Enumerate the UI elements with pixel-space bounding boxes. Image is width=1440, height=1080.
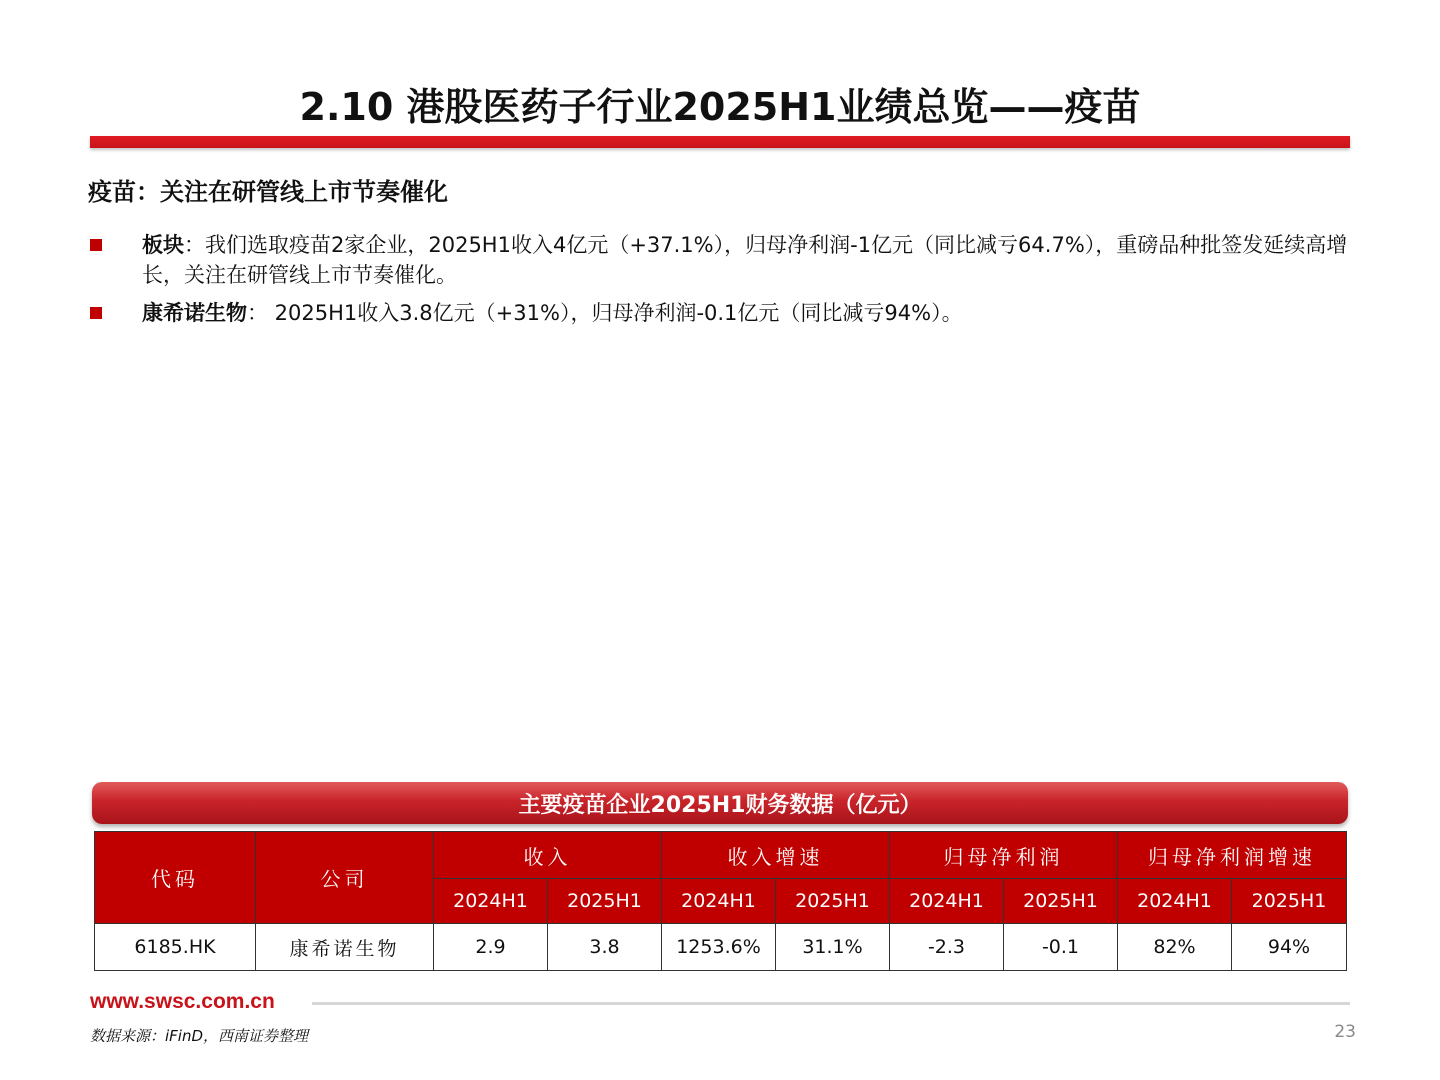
page-number: 23 xyxy=(1334,1022,1356,1042)
bullet-body: ： 2025H1收入3.8亿元（+31%），归母净利润-0.1亿元（同比减亏94%）。 xyxy=(247,301,963,325)
header-revenue-growth: 收入增速 xyxy=(662,832,890,879)
cell-code: 6185.HK xyxy=(95,924,256,971)
cell-net-profit-2024h1: -2.3 xyxy=(890,924,1004,971)
financial-data-table xyxy=(94,831,1347,971)
bullet-square-icon xyxy=(90,307,102,319)
header-company: 公司 xyxy=(256,832,434,924)
page-title: 2.10 港股医药子行业2025H1业绩总览——疫苗 xyxy=(299,85,1141,129)
footer-divider xyxy=(312,1002,1350,1005)
section-subtitle: 疫苗：关注在研管线上市节奏催化 xyxy=(88,178,448,206)
header-period: 2024H1 xyxy=(1118,879,1232,924)
bullet-text xyxy=(142,298,1362,328)
table-header-row xyxy=(95,832,1347,879)
header-period: 2024H1 xyxy=(662,879,776,924)
cell-revenue-growth-2025h1: 31.1% xyxy=(776,924,890,971)
header-period: 2025H1 xyxy=(1004,879,1118,924)
table-title-banner: 主要疫苗企业2025H1财务数据（亿元） xyxy=(92,782,1348,824)
header-revenue: 收入 xyxy=(434,832,662,879)
cell-company: 康希诺生物 xyxy=(256,924,434,971)
bullet-body: ：我们选取疫苗2家企业，2025H1收入4亿元（+37.1%），归母净利润-1亿元（同比减亏64.7%），重磅品种批签发延续高增长，关注在研管线上市节奏催化。 xyxy=(142,233,1348,287)
cell-revenue-2025h1: 3.8 xyxy=(548,924,662,971)
data-source-note: 数据来源：iFinD，西南证券整理 xyxy=(90,1027,309,1045)
title-underline-bar xyxy=(90,136,1350,148)
header-period: 2024H1 xyxy=(890,879,1004,924)
header-period: 2025H1 xyxy=(776,879,890,924)
bullet-square-icon xyxy=(90,239,102,251)
header-net-profit: 归母净利润 xyxy=(890,832,1118,879)
bullet-text xyxy=(142,230,1362,290)
header-period: 2025H1 xyxy=(548,879,662,924)
header-code: 代码 xyxy=(95,832,256,924)
cell-net-profit-growth-2024h1: 82% xyxy=(1118,924,1232,971)
header-period: 2024H1 xyxy=(434,879,548,924)
footer-website-link[interactable]: www.swsc.com.cn xyxy=(90,990,275,1013)
bullet-label: 康希诺生物 xyxy=(142,301,247,325)
table-row xyxy=(95,924,1347,971)
cell-revenue-growth-2024h1: 1253.6% xyxy=(662,924,776,971)
cell-revenue-2024h1: 2.9 xyxy=(434,924,548,971)
header-period: 2025H1 xyxy=(1232,879,1347,924)
cell-net-profit-growth-2025h1: 94% xyxy=(1232,924,1347,971)
bullet-label: 板块 xyxy=(142,233,184,257)
header-net-profit-growth: 归母净利润增速 xyxy=(1118,832,1347,879)
cell-net-profit-2025h1: -0.1 xyxy=(1004,924,1118,971)
